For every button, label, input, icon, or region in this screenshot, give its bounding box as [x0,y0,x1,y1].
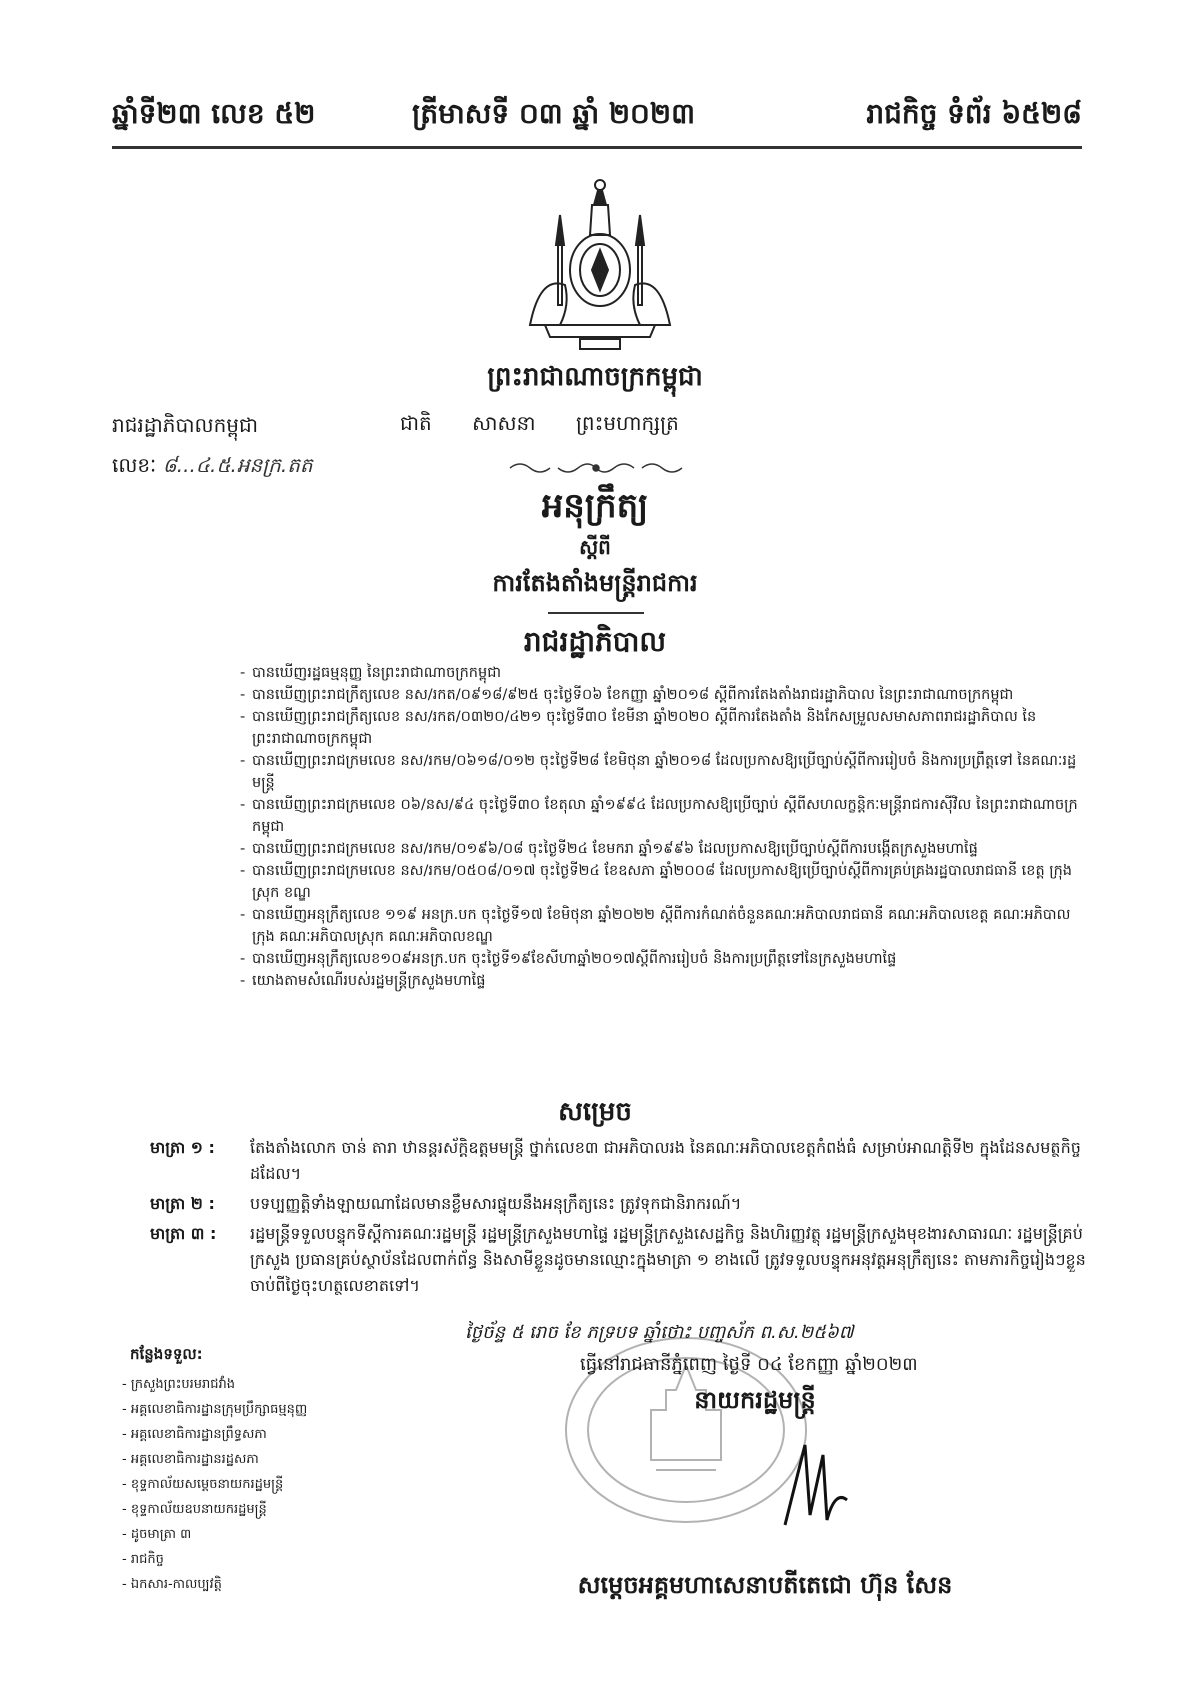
decision-heading: សម្រេច [558,1097,632,1127]
recital-item: - បានឃើញព្រះរាជក្រមលេខ នស/រកម/០៦១៨/០១២ ចុះថ្ងៃទី២៨ ខែមិថុនា ឆ្នាំ២០១៨ ដែលប្រកាសឱ្យប្រើច្បាប់ស្តីពីការរៀបចំ និងការប្រព្រឹត្តទៅ នៃគណៈរដ្ឋមន្ត្រី [240,750,1080,794]
recipient-item: - ក្រសួងព្រះបរមរាជវាំង [122,1372,422,1397]
recipient-item: - ឯកសារ-កាលប្បវត្តិ [122,1572,422,1597]
recital-item: - បានឃើញព្រះរាជក្រមលេខ នស/រកម/០៥០៨/០១៧ ចុះថ្ងៃទី២៤ ខែឧសភា ឆ្នាំ២០០៨ ដែលប្រកាសឱ្យប្រើច្បាប់ស្តីពីការគ្រប់គ្រងរដ្ឋបាលរាជធានី ខេត្ត ក្រុង ស្រុក ខណ្ឌ [240,860,1080,904]
header-page: រាជកិច្ច ទំព័រ ៦៥២៨ [866,97,1082,130]
title-about: ស្តីពី [579,535,611,559]
number-value: ៨...៤.៥.អនក្រ.តត [162,453,313,477]
national-motto [400,410,713,440]
recital-item: - បានឃើញព្រះរាជក្រឹត្យលេខ នស/រកត/០៣២០/៤២១ ចុះថ្ងៃទី៣០ ខែមីនា ឆ្នាំ២០២០ ស្តីពីការតែងតាំង និងកែសម្រួលសមាសភាពរាជរដ្ឋាភិបាល នៃព្រះរាជាណាចក្រកម្ពុជា [240,706,1080,750]
date-lunar: ថ្ងៃច័ន្ទ ៥ រោច ខែ ភទ្របទ ឆ្នាំថោះ បញ្ចស័ក ព.ស.២៥៦៧ [465,1322,854,1343]
recital-item: - បានឃើញអនុក្រឹត្យលេខ១០៩អនក្រ.បក ចុះថ្ងៃទី១៩ខែសីហាឆ្នាំ២០១៧ស្តីពីការរៀបចំ និងការប្រព្រឹត្តទៅនៃក្រសួងមហាផ្ទៃ [240,948,1080,970]
kingdom-name: ព្រះរាជាណាចក្រកម្ពុជា [487,362,703,392]
date-solar: ធ្វើនៅរាជធានីភ្នំពេញ ថ្ងៃទី ០៤ ខែកញ្ញា ឆ្នាំ២០២៣ [580,1354,918,1375]
article-2 [150,1191,1090,1217]
recipient-item: - ខុទ្ទកាល័យឧបនាយករដ្ឋមន្ត្រី [122,1497,422,1522]
recipient-item: - អគ្គលេខាធិការដ្ឋានរដ្ឋសភា [122,1447,422,1472]
recipient-item: - ដូចមាត្រា ៣ [122,1522,422,1547]
document-number [112,452,313,482]
gazette-header [112,96,1082,136]
article-text: បទប្បញ្ញត្តិទាំងឡាយណាដែលមានខ្លឹមសារផ្ទុយនឹងអនុក្រឹត្យនេះ ត្រូវទុកជានិរាករណ៍។ [250,1194,742,1213]
signer-name: សម្តេចអគ្គមហាសេនាបតីតេជោ ហ៊ុន សែន [577,1571,953,1599]
motto-king: ព្រះមហាក្សត្រ [575,411,679,435]
article-label: មាត្រា ១ : [150,1138,215,1157]
recital-item: - បានឃើញព្រះរាជក្រមលេខ នស/រកម/០១៩៦/០៨ ចុះថ្ងៃទី២៤ ខែមករា ឆ្នាំ១៩៩៦ ដែលប្រកាសឱ្យប្រើច្បាប់ស្តីពីការបង្កើតក្រសួងមហាផ្ទៃ [240,838,1080,860]
recipient-item: - រាជកិច្ច [122,1547,422,1572]
royal-emblem-icon [510,175,690,355]
recipient-item: - ខុទ្ទកាល័យសម្តេចនាយករដ្ឋមន្ត្រី [122,1472,422,1497]
recipients-list [122,1372,422,1597]
recipient-item: - អគ្គលេខាធិការដ្ឋានព្រឹទ្ធសភា [122,1422,422,1447]
header-quarter: ត្រីមាសទី ០៣ ឆ្នាំ ២០២៣ [412,97,695,130]
recital-item: - បានឃើញព្រះរាជក្រមលេខ ០៦/នស/៩៤ ចុះថ្ងៃទី៣០ ខែតុលា ឆ្នាំ១៩៩៤ ដែលប្រកាសឱ្យប្រើច្បាប់ ស្តីពីសហលក្ខន្តិកៈមន្ត្រីរាជការស៊ីវិល នៃព្រះរាជាណាចក្រកម្ពុជា [240,794,1080,838]
recital-item: - បានឃើញព្រះរាជក្រឹត្យលេខ នស/រកត/០៩១៨/៩២៥ ចុះថ្ងៃទី០៦ ខែកញ្ញា ឆ្នាំ២០១៨ ស្តីពីការតែងតាំងរាជរដ្ឋាភិបាល នៃព្រះរាជាណាចក្រកម្ពុជា [240,684,1080,706]
recital-item: - បានឃើញរដ្ឋធម្មនុញ្ញ នៃព្រះរាជាណាចក្រកម្ពុជា [240,662,1080,684]
articles [150,1135,1090,1303]
government-label: រាជរដ្ឋាភិបាលកម្ពុជា [112,413,258,437]
subject-rule [548,612,644,614]
ornament-divider-icon [508,458,684,478]
recipient-item: - អគ្គលេខាធិការដ្ឋានក្រុមប្រឹក្សាធម្មនុញ្ញ [122,1397,422,1422]
recital-item: - បានឃើញអនុក្រឹត្យលេខ ១១៩ អនក្រ.បក ចុះថ្ងៃទី១៧ ខែមិថុនា ឆ្នាំ២០២២ ស្តីពីការកំណត់ចំនួនគណៈអភិបាលរាជធានី គណៈអភិបាលខេត្ត គណៈអភិបាលក្រុង គណៈអភិបាលស្រុក គណៈអភិបាលខណ្ឌ [240,904,1080,948]
article-label: មាត្រា ២ : [150,1194,215,1213]
header-year-issue: ឆ្នាំទី២៣ លេខ ៥២ [112,97,316,130]
article-3 [150,1221,1090,1299]
signature-icon [775,1430,855,1540]
recipients-title: កន្លែងទទួល: [130,1345,203,1363]
article-label: មាត្រា ៣ : [150,1224,217,1243]
recital-item: - យោងតាមសំណើរបស់រដ្ឋមន្ត្រីក្រសួងមហាផ្ទៃ [240,970,1080,992]
article-text: រដ្ឋមន្ត្រីទទួលបន្ទុកទីស្តីការគណៈរដ្ឋមន្ត្រី រដ្ឋមន្ត្រីក្រសួងមហាផ្ទៃ រដ្ឋមន្ត្រីក្រសួងសេដ្ឋកិច្ច និងហិរញ្ញវត្ថុ រដ្ឋមន្ត្រីក្រសួងមុខងារសាធារណៈ រដ្ឋមន្ត្រីគ្រប់ក្រសួង ប្រធានគ្រប់ស្ថាប័នដែលពាក់ព័ន្ធ និងសាមីខ្លួនដូចមានឈ្មោះក្នុងមាត្រា ១ ខាងលើ ត្រូវទទួលបន្ទុកអនុវត្តអនុក្រឹត្យនេះ តាមភារកិច្ចរៀងៗខ្លួនចាប់ពីថ្ងៃចុះហត្ថលេខាតទៅ។ [250,1224,1086,1295]
article-text: តែងតាំងលោក ចាន់ តារា ឋានន្តរស័ក្តិឧត្តមមន្ត្រី ថ្នាក់លេខ៣ ជាអភិបាលរង នៃគណៈអភិបាលខេត្តកំពង់ធំ សម្រាប់អាណត្តិទី២ ក្នុងដែនសមត្ថកិច្ចដដែល។ [250,1138,1081,1183]
document-title: អនុក្រឹត្យ [541,486,649,526]
header-rule [112,146,1082,149]
article-1 [150,1135,1090,1187]
prime-minister-title: នាយករដ្ឋមន្ត្រី [694,1386,816,1414]
issuer: រាជរដ្ឋាភិបាល [523,625,667,658]
motto-religion: សាសនា [472,411,536,435]
motto-nation: ជាតិ [400,411,432,435]
recitals-list [240,662,1080,992]
number-label: លេខៈ [112,453,157,477]
document-subject: ការតែងតាំងមន្ត្រីរាជការ [492,569,698,597]
